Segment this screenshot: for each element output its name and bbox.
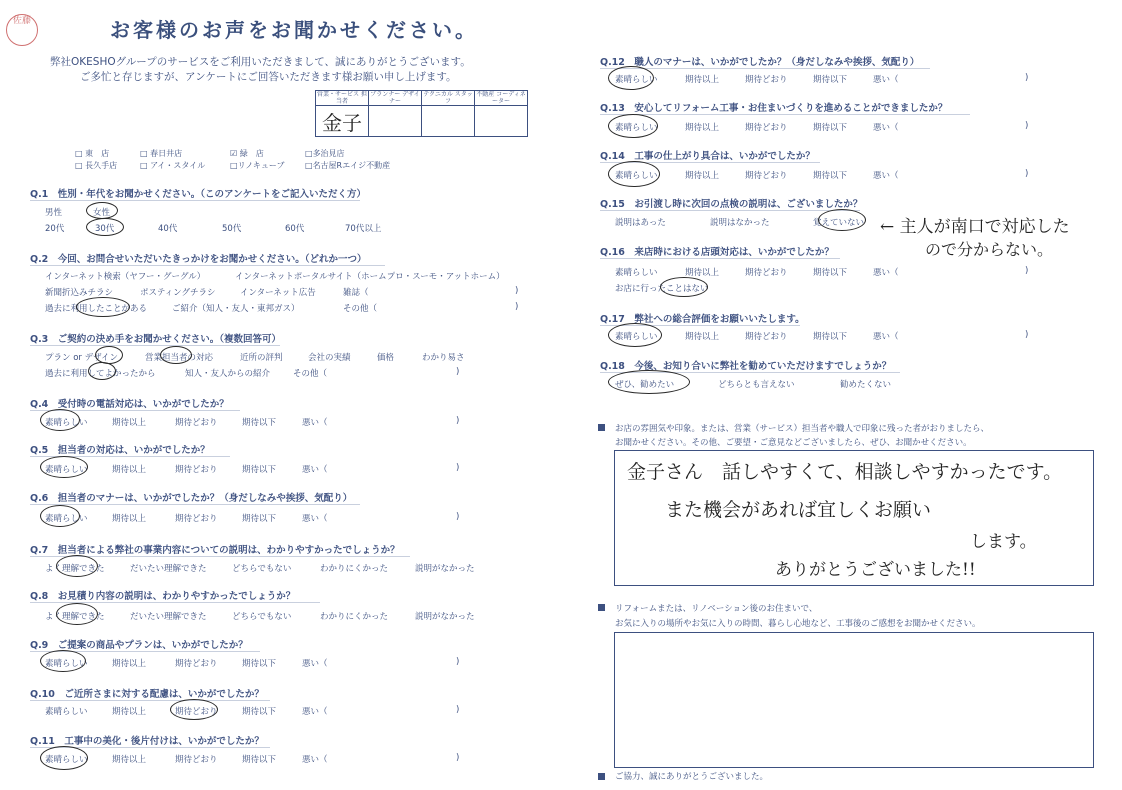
option-excellent[interactable]: 素晴らしい xyxy=(615,332,658,342)
option-below[interactable]: 期待以下 xyxy=(813,268,848,278)
question-3: Q.3 ご契約の決め手をお聞かせください。（複数回答可） xyxy=(30,334,282,345)
option-mostly[interactable]: だいたい理解できた xyxy=(130,564,207,574)
option-bad[interactable]: 悪い（ xyxy=(873,332,899,342)
option-bad[interactable]: 悪い（ xyxy=(873,268,899,278)
store-checkbox[interactable]: □多治見店 xyxy=(305,149,345,158)
q3-option-plan[interactable]: プラン or デザイン xyxy=(45,353,119,363)
q3-option-price[interactable]: 価格 xyxy=(377,353,395,363)
option-neutral[interactable]: どちらでもない xyxy=(232,612,292,622)
option-above[interactable]: 期待以上 xyxy=(685,75,720,85)
question-8: Q.8 お見積り内容の説明は、わかりやすかったでしょうか？ xyxy=(30,591,296,602)
option-above[interactable]: 期待以上 xyxy=(112,707,147,717)
question-2: Q.2 今回、お問合せいただいたきっかけをお聞かせください。（どれか一つ） xyxy=(30,254,367,265)
staff-technical-value[interactable] xyxy=(422,106,475,137)
comment1-prompt-line1: お店の雰囲気や印象。または、営業（サービス）担当者や職人で印象に残った者がおりましたら、 xyxy=(615,424,990,434)
q2-option-other[interactable]: その他（ xyxy=(343,304,378,314)
option-as-expected[interactable]: 期待どおり xyxy=(745,75,788,85)
comment-box-2[interactable] xyxy=(614,632,1094,768)
option-below[interactable]: 期待以下 xyxy=(242,707,277,717)
option-below[interactable]: 期待以下 xyxy=(242,659,277,669)
bracket-close: ) xyxy=(456,463,460,473)
option-bad[interactable]: 悪い（ xyxy=(873,171,899,181)
bracket-close: ) xyxy=(1025,266,1029,276)
staff-realestate-value[interactable] xyxy=(475,106,528,137)
option-above[interactable]: 期待以上 xyxy=(112,418,147,428)
q2-option-search[interactable]: インターネット検索（ヤフー・グーグル） xyxy=(45,272,206,282)
store-label: 長久手店 xyxy=(85,161,118,170)
answer-circle xyxy=(608,161,660,187)
option-as-expected[interactable]: 期待どおり xyxy=(175,659,218,669)
question-13: Q.13 安心してリフォーム工事・お住まいづくりを進めることができましたか？ xyxy=(600,103,948,114)
answer-circle xyxy=(86,218,124,236)
store-checkbox[interactable]: □ 東 店 xyxy=(75,149,110,158)
answer-circle xyxy=(40,409,80,431)
staff-planner-value[interactable] xyxy=(369,106,422,137)
q1-option-female[interactable]: 女性 xyxy=(93,208,111,218)
bracket-close: ) xyxy=(456,657,460,667)
option-above[interactable]: 期待以上 xyxy=(685,171,720,181)
option-as-expected[interactable]: 期待どおり xyxy=(175,465,218,475)
intro-line-2: ご多忙と存じますが、アンケートにご回答いただきます様お願い申し上げます。 xyxy=(80,71,457,83)
question-4: Q.4 受付時の電話対応は、いかがでしたか？ xyxy=(30,399,229,410)
question-underline xyxy=(30,345,280,346)
option-as-expected[interactable]: 期待どおり xyxy=(175,514,218,524)
q2-option-web-ad[interactable]: インターネット広告 xyxy=(240,288,316,298)
stamp-text: 佐藤 xyxy=(12,16,31,26)
option-excellent[interactable]: 素晴らしい xyxy=(615,75,658,85)
bracket-close: ) xyxy=(1025,73,1029,83)
bracket-close: ) xyxy=(456,512,460,522)
section-bullet xyxy=(598,604,605,611)
q15-handwritten-note-1: ← 主人が南口で対応した xyxy=(880,217,1070,237)
staff-header-realestate: 不動産 コーディネーター xyxy=(476,91,526,105)
option-neutral[interactable]: どちらとも言えない xyxy=(718,380,795,390)
option-bad[interactable]: 悪い（ xyxy=(302,755,328,765)
option-not-recommend[interactable]: 勧めたくない xyxy=(840,380,892,390)
option-excellent[interactable]: 素晴らしい xyxy=(45,514,88,524)
option-above[interactable]: 期待以上 xyxy=(112,514,147,524)
answer-circle xyxy=(86,202,118,219)
option-excellent[interactable]: 素晴らしい xyxy=(45,465,88,475)
option-below[interactable]: 期待以下 xyxy=(242,514,277,524)
question-1: Q.1 性別・年代をお聞かせください。（このアンケートをご記入いただく方） xyxy=(30,189,366,200)
option-as-expected[interactable]: 期待どおり xyxy=(175,418,218,428)
answer-circle xyxy=(608,114,658,138)
option-above[interactable]: 期待以上 xyxy=(685,268,720,278)
answer-circle xyxy=(160,346,192,364)
question-underline xyxy=(30,200,360,201)
store-label: 春日井店 xyxy=(150,149,183,158)
option-bad[interactable]: 悪い（ xyxy=(302,659,328,669)
question-15: Q.15 お引渡し時に次回の点検の説明は、ございましたか？ xyxy=(600,199,863,210)
q2-option-past-use[interactable]: 過去に利用したことがある xyxy=(45,304,148,314)
store-label: アイ・スタイル xyxy=(150,161,206,170)
option-not-explained[interactable]: 説明はなかった xyxy=(710,218,770,228)
option-unclear[interactable]: わかりにくかった xyxy=(320,612,389,622)
comment-line-1: 金子さん 話しやすくて、相談しやすかったです。 xyxy=(627,461,1063,483)
option-explained[interactable]: 説明はあった xyxy=(615,218,666,228)
option-bad[interactable]: 悪い（ xyxy=(873,123,899,133)
q2-option-portal[interactable]: インターネットポータルサイト（ホームプロ・スーモ・アットホーム） xyxy=(235,272,505,282)
answer-circle xyxy=(818,209,866,231)
option-never-visited[interactable]: お店に行ったことはない xyxy=(615,284,709,294)
q3-bracket-close: ) xyxy=(456,367,460,377)
option-none[interactable]: 説明がなかった xyxy=(415,564,475,574)
store-label: 名古屋Rエイジ不動産 xyxy=(312,161,391,170)
option-dont-remember[interactable]: 覚えていない xyxy=(813,218,865,228)
store-label: 東 店 xyxy=(85,149,110,158)
answer-circle xyxy=(56,555,98,577)
option-bad[interactable]: 悪い（ xyxy=(302,465,328,475)
option-excellent[interactable]: 素晴らしい xyxy=(615,123,658,133)
answer-circle xyxy=(56,603,98,625)
question-17: Q.17 弊社への総合評価をお願いいたします。 xyxy=(600,314,805,325)
comment-line-3: します。 xyxy=(970,532,1037,552)
answer-circle xyxy=(170,699,218,720)
q3-option-other[interactable]: その他（ xyxy=(293,369,328,379)
staff-header-technical: テクニカル スタッフ xyxy=(423,91,473,105)
question-12: Q.12 職人のマナーは、いかがでしたか？（身だしなみや挨拶、気配り） xyxy=(600,57,920,68)
staff-header-sales: 営業・サービス 担当者 xyxy=(317,91,367,105)
option-as-expected[interactable]: 期待どおり xyxy=(745,332,788,342)
section-bullet xyxy=(598,773,605,780)
page-title: お客様のお声をお聞かせください。 xyxy=(110,18,478,42)
store-label: リノキューブ xyxy=(237,161,285,170)
answer-circle xyxy=(608,66,654,90)
question-6: Q.6 担当者のマナーは、いかがでしたか？（身だしなみや挨拶、気配り） xyxy=(30,493,353,504)
store-label: 緑 店 xyxy=(239,149,264,158)
question-14: Q.14 工事の仕上がり具合は、いかがでしたか？ xyxy=(600,151,815,162)
option-excellent[interactable]: 素晴らしい xyxy=(45,707,88,717)
option-below[interactable]: 期待以下 xyxy=(242,755,277,765)
question-underline xyxy=(600,210,860,211)
q1-option-male[interactable]: 男性 xyxy=(45,208,63,218)
q1-option-30s[interactable]: 30代 xyxy=(95,224,115,234)
question-7: Q.7 担当者による弊社の事業内容についての説明は、わかりやすかったでしょうか？ xyxy=(30,545,400,556)
q3-option-sales[interactable]: 営業担当者の対応 xyxy=(145,353,214,363)
question-10: Q.10 ご近所さまに対する配慮は、いかがでしたか？ xyxy=(30,689,264,700)
answer-circle xyxy=(660,277,708,297)
q2-option-posting[interactable]: ポスティングチラシ xyxy=(140,288,216,298)
comment2-prompt-line1: リフォームまたは、リノベーション後のお住まいで、 xyxy=(615,604,818,614)
question-18: Q.18 今後、お知り合いに弊社を勧めていただけますでしょうか？ xyxy=(600,361,892,372)
store-checkbox[interactable]: □名古屋Rエイジ不動産 xyxy=(305,161,391,170)
store-label: 多治見店 xyxy=(312,149,345,158)
question-5: Q.5 担当者の対応は、いかがでしたか？ xyxy=(30,445,210,456)
option-below[interactable]: 期待以下 xyxy=(813,332,848,342)
answer-circle xyxy=(608,323,662,347)
option-above[interactable]: 期待以上 xyxy=(685,123,720,133)
bracket-close: ) xyxy=(1025,330,1029,340)
option-recommend[interactable]: ぜひ、勧めたい xyxy=(615,380,675,390)
answer-circle xyxy=(40,746,88,770)
bracket-close: ) xyxy=(456,753,460,763)
bracket-close: ) xyxy=(1025,169,1029,179)
option-as-expected[interactable]: 期待どおり xyxy=(175,755,218,765)
q1-option-50s[interactable]: 50代 xyxy=(222,224,242,234)
store-checkbox[interactable]: □ 長久手店 xyxy=(75,161,118,170)
question-underline xyxy=(30,700,270,701)
question-underline xyxy=(600,114,970,115)
question-16: Q.16 来店時における店頭対応は、いかがでしたか？ xyxy=(600,247,834,258)
q2-option-magazine[interactable]: 雑誌（ xyxy=(343,288,369,298)
q2-bracket-close: ) xyxy=(515,286,519,296)
option-excellent[interactable]: 素晴らしい xyxy=(45,755,88,765)
answer-circle xyxy=(40,650,86,672)
q1-option-70s[interactable]: 70代以上 xyxy=(345,224,382,234)
option-below[interactable]: 期待以下 xyxy=(813,123,848,133)
q3-option-reputation[interactable]: 近所の評判 xyxy=(240,353,283,363)
option-understood[interactable]: よく理解できた xyxy=(45,564,105,574)
option-as-expected[interactable]: 期待どおり xyxy=(745,123,788,133)
option-unclear[interactable]: わかりにくかった xyxy=(320,564,389,574)
q1-option-60s[interactable]: 60代 xyxy=(285,224,305,234)
comment-line-2: また機会があれば宜しくお願い xyxy=(665,499,932,521)
answer-circle xyxy=(40,505,80,527)
comment2-prompt-line2: お気に入りの場所やお気に入りの時間、暮らし心地など、工事後のご感想をお聞かせください。 xyxy=(615,619,981,629)
bracket-close: ) xyxy=(456,705,460,715)
option-bad[interactable]: 悪い（ xyxy=(873,75,899,85)
thanks-text: ご協力、誠にありがとうございました。 xyxy=(615,772,769,782)
question-underline xyxy=(600,258,840,259)
question-underline xyxy=(30,265,385,266)
staff-table xyxy=(315,90,528,137)
store-checkbox[interactable]: □ 春日井店 xyxy=(140,149,183,158)
q3-option-record[interactable]: 会社の実績 xyxy=(308,353,351,363)
intro-line-1: 弊社OKESHOグループのサービスをご利用いただきまして、誠にありがとうございます。 xyxy=(50,56,471,68)
q2-option-referral[interactable]: ご紹介（知人・友人・東邦ガス） xyxy=(172,304,300,314)
bracket-close: ) xyxy=(456,416,460,426)
question-underline xyxy=(600,68,930,69)
answer-circle xyxy=(40,456,88,478)
option-excellent[interactable]: 素晴らしい xyxy=(45,659,88,669)
store-checkbox-checked[interactable]: ☑ 緑 店 xyxy=(230,149,264,158)
option-above[interactable]: 期待以上 xyxy=(112,755,147,765)
option-none[interactable]: 説明がなかった xyxy=(415,612,475,622)
option-excellent[interactable]: 素晴らしい xyxy=(615,171,658,181)
option-below[interactable]: 期待以下 xyxy=(813,75,848,85)
option-above[interactable]: 期待以上 xyxy=(112,465,147,475)
option-neutral[interactable]: どちらでもない xyxy=(232,564,292,574)
question-9: Q.9 ご提案の商品やプランは、いかがでしたか？ xyxy=(30,640,248,651)
q3-option-clarity[interactable]: わかり易さ xyxy=(422,353,465,363)
option-excellent[interactable]: 素晴らしい xyxy=(615,268,658,278)
option-above[interactable]: 期待以上 xyxy=(112,659,147,669)
option-above[interactable]: 期待以上 xyxy=(685,332,720,342)
option-excellent[interactable]: 素晴らしい xyxy=(45,418,88,428)
option-bad[interactable]: 悪い（ xyxy=(302,514,328,524)
comment1-prompt-line2: お聞かせください。その他、ご要望・ご意見などございましたら、ぜひ、お聞かせください。 xyxy=(615,438,972,448)
q2-bracket-close: ) xyxy=(515,302,519,312)
q3-option-friend[interactable]: 知人・友人からの紹介 xyxy=(185,369,271,379)
q3-option-past[interactable]: 過去に利用してよかったから xyxy=(45,369,156,379)
option-bad[interactable]: 悪い（ xyxy=(302,707,328,717)
q1-option-20s[interactable]: 20代 xyxy=(45,224,65,234)
bracket-close: ) xyxy=(1025,121,1029,131)
answer-circle xyxy=(88,362,116,380)
store-checkbox[interactable]: □リノキューブ xyxy=(230,161,285,170)
option-bad[interactable]: 悪い（ xyxy=(302,418,328,428)
answer-circle xyxy=(608,370,690,394)
q2-option-newspaper[interactable]: 新聞折込みチラシ xyxy=(45,288,114,298)
store-checkbox[interactable]: □ アイ・スタイル xyxy=(140,161,206,170)
comment-box-1[interactable] xyxy=(614,450,1094,586)
q1-option-40s[interactable]: 40代 xyxy=(158,224,178,234)
option-as-expected[interactable]: 期待どおり xyxy=(175,707,218,717)
staff-header-planner: プランナー デザイナー xyxy=(370,91,420,105)
question-underline xyxy=(30,504,360,505)
option-below[interactable]: 期待以下 xyxy=(813,171,848,181)
option-as-expected[interactable]: 期待どおり xyxy=(745,171,788,181)
question-11: Q.11 工事中の美化・後片付けは、いかがでしたか？ xyxy=(30,736,264,747)
answer-circle xyxy=(76,297,130,317)
option-below[interactable]: 期待以下 xyxy=(242,465,277,475)
option-as-expected[interactable]: 期待どおり xyxy=(745,268,788,278)
section-bullet xyxy=(598,424,605,431)
q15-handwritten-note-2: ので分からない。 xyxy=(925,240,1054,259)
option-understood[interactable]: よく理解できた xyxy=(45,612,105,622)
option-mostly[interactable]: だいたい理解できた xyxy=(130,612,207,622)
hanko-stamp xyxy=(6,14,38,46)
option-below[interactable]: 期待以下 xyxy=(242,418,277,428)
staff-sales-value[interactable]: 金子 xyxy=(316,106,369,137)
comment-line-4: ありがとうございました!! xyxy=(775,560,976,580)
